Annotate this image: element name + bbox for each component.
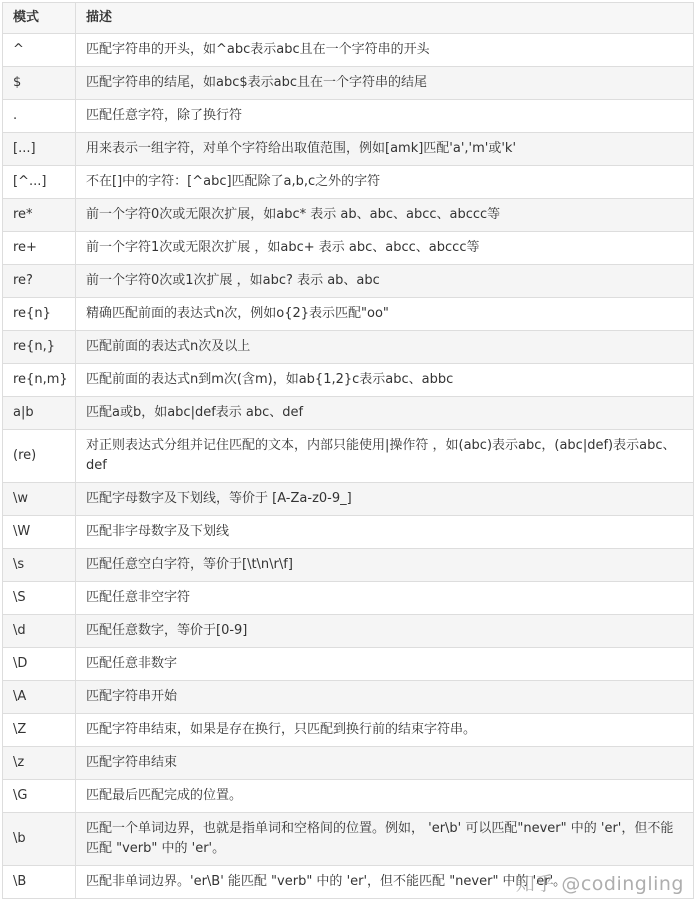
table-row [3,430,694,483]
table-row [3,331,694,364]
table-row [3,232,694,265]
pattern-cell: re{n,m} [3,364,76,397]
zhihu-watermark: 知乎 @codingling [515,873,684,895]
pattern-cell: \b [3,813,76,866]
table-row [3,133,694,166]
pattern-cell: re* [3,199,76,232]
table-row [3,549,694,582]
table-row [3,34,694,67]
description-cell: 匹配前面的表达式n到m次(含m)，如ab{1,2}c表示abc、abbc [76,364,694,397]
pattern-cell: re{n} [3,298,76,331]
description-cell: 前一个字符1次或无限次扩展 ，如abc+ 表示 abc、abcc、abccc等 [76,232,694,265]
description-cell: 匹配任意数字，等价于[0-9] [76,615,694,648]
description-cell: 对正则表达式分组并记住匹配的文本，内部只能使用|操作符 ，如(abc)表示abc，(abc|def)表示abc、def [76,430,694,483]
column-header-description: 描述 [76,3,694,34]
pattern-cell: \s [3,549,76,582]
description-cell: 匹配字母数字及下划线，等价于 [A-Za-z0-9_] [76,483,694,516]
pattern-cell: ^ [3,34,76,67]
table-row [3,516,694,549]
table-row [3,364,694,397]
description-cell: 匹配非字母数字及下划线 [76,516,694,549]
description-cell: 不在[]中的字符：[^abc]匹配除了a,b,c之外的字符 [76,166,694,199]
table-row [3,100,694,133]
pattern-cell: \d [3,615,76,648]
table-header-row [3,3,694,34]
description-cell: 匹配字符串结束 [76,747,694,780]
pattern-cell: \w [3,483,76,516]
table-row [3,714,694,747]
table-row [3,648,694,681]
pattern-cell: re? [3,265,76,298]
pattern-cell: \G [3,780,76,813]
table-row [3,199,694,232]
table-row [3,780,694,813]
table-row [3,166,694,199]
description-cell: 匹配字符串的结尾，如abc$表示abc且在一个字符串的结尾 [76,67,694,100]
pattern-cell: . [3,100,76,133]
pattern-cell: [...] [3,133,76,166]
column-header-pattern: 模式 [3,3,76,34]
description-cell: 匹配字符串开始 [76,681,694,714]
pattern-cell: \Z [3,714,76,747]
pattern-cell: \D [3,648,76,681]
pattern-cell: \z [3,747,76,780]
pattern-cell: \A [3,681,76,714]
description-cell: 匹配字符串结束，如果是存在换行，只匹配到换行前的结束字符串。 [76,714,694,747]
description-cell: 前一个字符0次或无限次扩展，如abc* 表示 ab、abc、abcc、abccc等 [76,199,694,232]
description-cell: 匹配非单词边界。'er\B' 能匹配 "verb" 中的 'er'，但不能匹配 "never" 中的 'er'。 [76,866,694,899]
pattern-cell: $ [3,67,76,100]
description-cell: 匹配任意非数字 [76,648,694,681]
description-cell: 匹配字符串的开头，如^abc表示abc且在一个字符串的开头 [76,34,694,67]
description-cell: 匹配任意空白字符，等价于[\t\n\r\f] [76,549,694,582]
table-row [3,615,694,648]
description-cell: 匹配任意非空字符 [76,582,694,615]
regex-table [2,2,694,899]
description-cell: 前一个字符0次或1次扩展 ，如abc? 表示 ab、abc [76,265,694,298]
pattern-cell: \B [3,866,76,899]
pattern-cell: re+ [3,232,76,265]
description-cell: 匹配任意字符，除了换行符 [76,100,694,133]
table-row [3,582,694,615]
pattern-cell: (re) [3,430,76,483]
pattern-cell: \S [3,582,76,615]
pattern-cell: a|b [3,397,76,430]
pattern-cell: [^...] [3,166,76,199]
description-cell: 匹配一个单词边界，也就是指单词和空格间的位置。例如， 'er\b' 可以匹配"never" 中的 'er'，但不能匹配 "verb" 中的 'er'。 [76,813,694,866]
table-row [3,397,694,430]
table-row [3,681,694,714]
pattern-cell: \W [3,516,76,549]
description-cell: 精确匹配前面的表达式n次，例如o{2}表示匹配"oo" [76,298,694,331]
table-row [3,483,694,516]
pattern-cell: re{n,} [3,331,76,364]
description-cell: 匹配最后匹配完成的位置。 [76,780,694,813]
table-row [3,298,694,331]
table-row [3,813,694,866]
table-row [3,747,694,780]
description-cell: 匹配前面的表达式n次及以上 [76,331,694,364]
description-cell: 用来表示一组字符，对单个字符给出取值范围，例如[amk]匹配'a','m'或'k' [76,133,694,166]
description-cell: 匹配a或b，如abc|def表示 abc、def [76,397,694,430]
table-row [3,265,694,298]
table-row [3,67,694,100]
